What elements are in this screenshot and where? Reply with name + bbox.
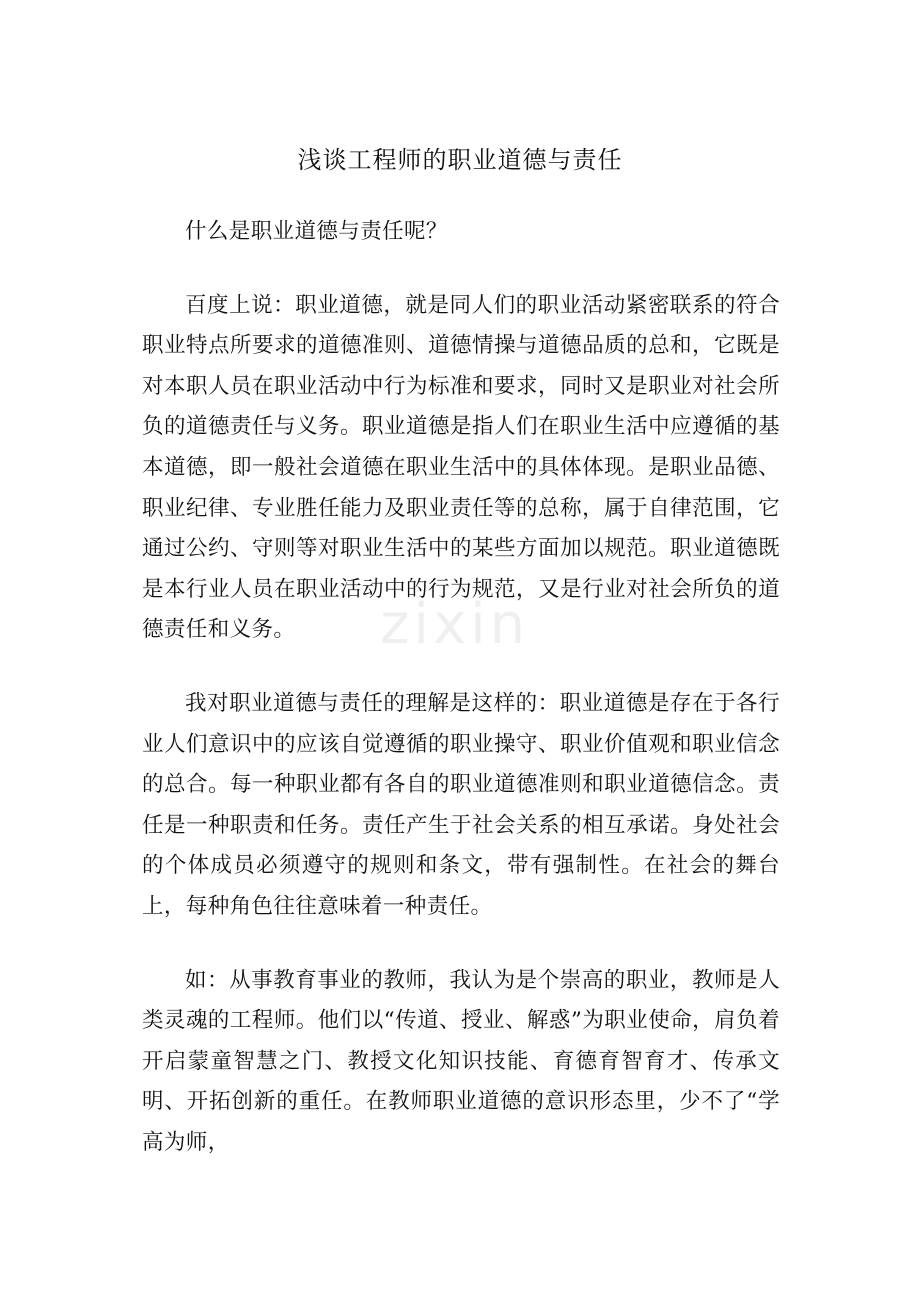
paragraph-definition: 百度上说：职业道德，就是同人们的职业活动紧密联系的符合职业特点所要求的道德准则、道德情操与道德品质的总和，它既是对本职人员在职业活动中行为标准和要求，同时又是职业对社会所负的道德责任与义务。职业道德是指人们在职业生活中应遵循的基本道德，即一般社会道德在职业生活中的具体体现。是职业品德、职业纪律、专业胜任能力及职业责任等的总称，属于自律范围，它通过公约、守则等对职业生活中的某些方面加以规范。职业道德既是本行业人员在职业活动中的行为规范，又是行业对社会所负的道德责任和义务。 [142,292,780,643]
document-body [142,212,780,1163]
watermark: zixin [380,592,530,657]
paragraph-teacher-example: 如：从事教育事业的教师，我认为是个崇高的职业，教师是人类灵魂的工程师。他们以“传道、授业、解惑”为职业使命，肩负着开启蒙童智慧之门、教授文化知识技能、育德育智育才、传承文明、开拓创新的重任。在教师职业道德的意识形态里，少不了“学高为师， [142,967,780,1155]
question-paragraph: 什么是职业道德与责任呢？ [185,219,448,244]
paragraph-understanding: 我对职业道德与责任的理解是这样的：职业道德是存在于各行业人们意识中的应该自觉遵循的职业操守、职业价值观和职业信念的总合。每一种职业都有各自的职业道德准则和职业道德信念。责任是一种职责和任务。责任产生于社会关系的相互承诺。身处社会的个体成员必须遵守的规则和条文，带有强制性。在社会的舞台上，每种角色往往意味着一种责任。 [142,690,780,919]
document-title: 浅谈工程师的职业道德与责任 [297,146,623,174]
